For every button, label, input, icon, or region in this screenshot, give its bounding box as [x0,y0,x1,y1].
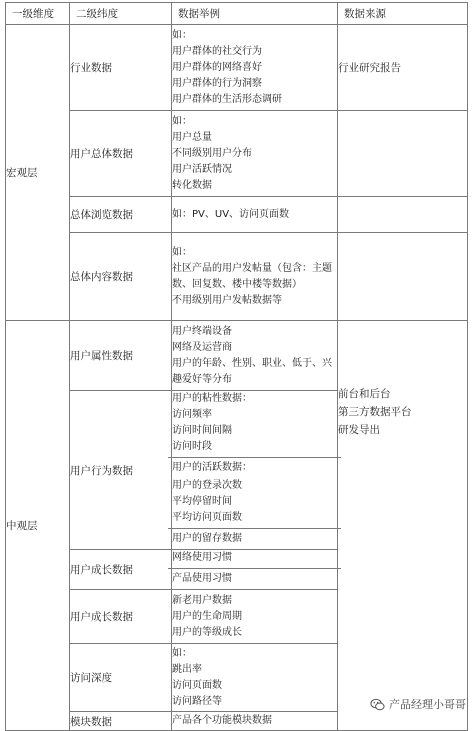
level2-cell: 用户成长数据 [70,590,172,644]
header-examples: 数据举例 [172,3,338,25]
examples-cell [172,391,338,550]
example-line: 用户群体的社交行为 [172,45,262,57]
example-line: 产品各个功能模块数据 [172,715,272,726]
example-line: 用户群体的生活形态调研 [172,93,282,105]
examples-cell [172,644,338,712]
table-row [6,321,468,391]
wechat-icon [370,697,385,712]
example-line: 跳出率 [172,663,202,675]
example-line: 用户的粘性数据： [172,393,252,404]
level2-cell: 总体内容数据 [70,233,172,321]
examples-cell [172,25,338,111]
example-line: 如： [172,115,192,127]
example-line: 转化数据 [172,179,212,191]
example-line: 用户的留存数据 [168,528,341,547]
example-line: 不同级别用户分布 [172,147,252,159]
header-row [6,3,468,25]
level2-cell: 用户成长数据 [70,550,172,590]
level2-cell: 访问深度 [70,644,172,712]
example-line: 不用级别用户发帖数据等 [172,294,282,306]
example-line: 访问路径等 [172,695,222,707]
level2-cell: 用户属性数据 [70,321,172,391]
table-row [6,111,468,197]
header-level2: 二级纬度 [70,3,172,25]
example-line: 用户的登录次数 [172,480,242,491]
example-line: 访问时段 [172,441,212,452]
examples-cell [172,197,338,233]
example-line: 用户活跃情况 [172,163,232,175]
data-dimension-table [5,2,468,731]
examples-cell [172,233,338,321]
example-line: 用户终端设备 [172,325,232,337]
example-line: 社区产品的用户发帖量（包含：主题数、回复数、楼中楼等数据） [172,262,332,290]
example-line: 访问时间间隔 [172,425,232,436]
example-line: 如： [172,29,192,41]
example-line: 访问页面数 [172,679,222,691]
examples-cell [172,550,338,590]
example-line: 用户的生命周期 [172,610,242,622]
example-line: 平均停留时间 [172,496,232,507]
example-line: 新老用户数据 [172,594,232,606]
source-line: 第三方数据平台 [338,406,412,418]
examples-cell [172,321,338,391]
examples-cell [172,712,338,731]
source-line: 研发导出 [338,424,380,436]
level2-cell: 用户总体数据 [70,111,172,197]
example-line: 网络使用习惯 [172,552,232,563]
source-line: 前台和后台 [338,388,391,400]
level1-middle: 中观层 [6,321,70,731]
example-line: 用户的等级成长 [172,626,242,638]
source-cell-middle [338,321,468,731]
level1-macro: 宏观层 [6,25,70,321]
example-line: 访问频率 [172,409,212,420]
example-line: 如： [172,647,192,659]
header-source: 数据来源 [338,3,468,25]
example-line: 平均访问页面数 [172,512,242,523]
source-cell-empty [338,233,468,321]
level2-cell: 总体浏览数据 [70,197,172,233]
level2-cell: 行业数据 [70,25,172,111]
header-level1: 一级维度 [6,3,70,25]
example-line: 用户的年龄、性别、职业、低于、兴趣爱好等分布 [172,357,332,385]
level2-cell: 用户行为数据 [70,391,172,550]
examples-cell [172,590,338,644]
watermark-text: 产品经理小哥哥 [389,698,466,711]
example-line: 如：PV、UV、访问页面数 [172,208,290,220]
level2-cell: 模块数据 [70,712,172,731]
example-line: 用户的活跃数据： [168,457,341,476]
source-cell: 行业研究报告 [338,25,468,111]
watermark [370,693,466,715]
table-row [6,233,468,321]
table-row [6,25,468,111]
source-cell-empty [338,111,468,197]
example-line: 网络及运营商 [172,341,232,353]
example-line: 产品使用习惯 [168,568,341,587]
example-line: 用户群体的网络喜好 [172,61,262,73]
table-row [6,197,468,233]
example-line: 用户群体的行为洞察 [172,77,262,89]
example-line: 如： [172,246,192,258]
examples-cell [172,111,338,197]
example-line: 用户总量 [172,131,212,143]
source-cell-empty [338,197,468,233]
